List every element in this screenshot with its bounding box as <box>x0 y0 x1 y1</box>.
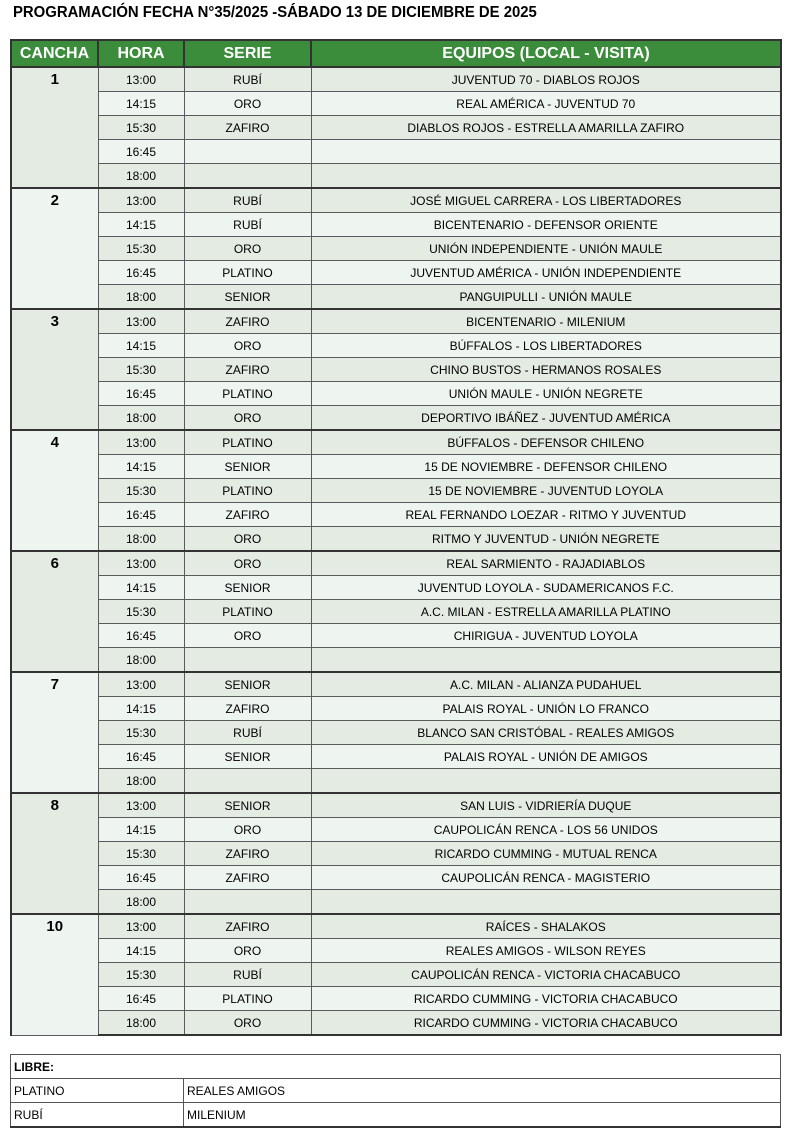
table-row <box>11 237 781 261</box>
equipos-cell: BICENTENARIO - DEFENSOR ORIENTE <box>311 213 781 237</box>
hora-cell: 13:00 <box>98 67 184 92</box>
serie-cell: ZAFIRO <box>184 866 311 890</box>
equipos-cell: BÚFFALOS - LOS LIBERTADORES <box>311 334 781 358</box>
serie-cell: RUBÍ <box>184 721 311 745</box>
table-row <box>11 624 781 648</box>
equipos-cell: CAUPOLICÁN RENCA - VICTORIA CHACABUCO <box>311 963 781 987</box>
equipos-cell: BLANCO SAN CRISTÓBAL - REALES AMIGOS <box>311 721 781 745</box>
cancha-number: 8 <box>11 793 98 914</box>
table-row <box>11 188 781 213</box>
table-row <box>11 793 781 818</box>
serie-cell: PLATINO <box>184 479 311 503</box>
table-row <box>11 914 781 939</box>
equipos-cell: DEPORTIVO IBÁÑEZ - JUVENTUD AMÉRICA <box>311 406 781 431</box>
serie-cell: ORO <box>184 334 311 358</box>
serie-cell: PLATINO <box>184 600 311 624</box>
hora-cell: 13:00 <box>98 914 184 939</box>
table-row <box>11 745 781 769</box>
hora-cell: 15:30 <box>98 600 184 624</box>
equipos-cell: SAN LUIS - VIDRIERÍA DUQUE <box>311 793 781 818</box>
hora-cell: 15:30 <box>98 842 184 866</box>
hora-cell: 18:00 <box>98 406 184 431</box>
equipos-cell <box>311 140 781 164</box>
table-row <box>11 576 781 600</box>
serie-cell: SENIOR <box>184 672 311 697</box>
table-row <box>11 309 781 334</box>
serie-cell: ZAFIRO <box>184 842 311 866</box>
libre-table <box>10 1054 781 1128</box>
equipos-cell: JUVENTUD 70 - DIABLOS ROJOS <box>311 67 781 92</box>
page-title: PROGRAMACIÓN FECHA N°35/2025 -SÁBADO 13 DE DICIEMBRE DE 2025 <box>13 4 537 21</box>
equipos-cell: PALAIS ROYAL - UNIÓN LO FRANCO <box>311 697 781 721</box>
serie-cell <box>184 648 311 673</box>
serie-cell: RUBÍ <box>184 67 311 92</box>
table-row <box>11 987 781 1011</box>
equipos-cell: DIABLOS ROJOS - ESTRELLA AMARILLA ZAFIRO <box>311 116 781 140</box>
hora-cell: 16:45 <box>98 866 184 890</box>
hora-cell: 14:15 <box>98 697 184 721</box>
equipos-cell: 15 DE NOVIEMBRE - JUVENTUD LOYOLA <box>311 479 781 503</box>
serie-cell: SENIOR <box>184 793 311 818</box>
table-header-row <box>11 40 781 67</box>
table-row <box>11 406 781 431</box>
table-row <box>11 890 781 915</box>
table-row <box>11 697 781 721</box>
libre-serie: RUBÍ <box>11 1103 184 1128</box>
cancha-number: 6 <box>11 551 98 672</box>
equipos-cell <box>311 164 781 189</box>
cancha-number: 7 <box>11 672 98 793</box>
equipos-cell: REAL FERNANDO LOEZAR - RITMO Y JUVENTUD <box>311 503 781 527</box>
serie-cell: ORO <box>184 939 311 963</box>
libre-header-row <box>11 1055 781 1079</box>
serie-cell <box>184 890 311 915</box>
serie-cell: ZAFIRO <box>184 914 311 939</box>
table-row <box>11 551 781 576</box>
hora-cell: 18:00 <box>98 164 184 189</box>
equipos-cell <box>311 648 781 673</box>
hora-cell: 14:15 <box>98 818 184 842</box>
libre-equipo: MILENIUM <box>184 1103 781 1128</box>
equipos-cell: 15 DE NOVIEMBRE - DEFENSOR CHILENO <box>311 455 781 479</box>
equipos-cell: JOSÉ MIGUEL CARRERA - LOS LIBERTADORES <box>311 188 781 213</box>
serie-cell: ORO <box>184 818 311 842</box>
equipos-cell: JUVENTUD AMÉRICA - UNIÓN INDEPENDIENTE <box>311 261 781 285</box>
serie-cell: PLATINO <box>184 430 311 455</box>
hora-cell: 13:00 <box>98 309 184 334</box>
hora-cell: 13:00 <box>98 430 184 455</box>
hora-cell: 16:45 <box>98 261 184 285</box>
table-row <box>11 455 781 479</box>
serie-cell: SENIOR <box>184 455 311 479</box>
table-row <box>11 600 781 624</box>
equipos-cell: REAL AMÉRICA - JUVENTUD 70 <box>311 92 781 116</box>
cancha-number: 3 <box>11 309 98 430</box>
hora-cell: 18:00 <box>98 890 184 915</box>
libre-row <box>11 1103 781 1128</box>
table-row <box>11 430 781 455</box>
table-row <box>11 503 781 527</box>
serie-cell: ORO <box>184 406 311 431</box>
hora-cell: 16:45 <box>98 382 184 406</box>
serie-cell: ORO <box>184 624 311 648</box>
equipos-cell <box>311 769 781 794</box>
header-hora: HORA <box>98 40 184 67</box>
hora-cell: 13:00 <box>98 793 184 818</box>
serie-cell: RUBÍ <box>184 188 311 213</box>
equipos-cell: A.C. MILAN - ALIANZA PUDAHUEL <box>311 672 781 697</box>
table-row <box>11 479 781 503</box>
equipos-cell: BICENTENARIO - MILENIUM <box>311 309 781 334</box>
table-row <box>11 866 781 890</box>
hora-cell: 14:15 <box>98 939 184 963</box>
hora-cell: 18:00 <box>98 648 184 673</box>
hora-cell: 16:45 <box>98 745 184 769</box>
hora-cell: 18:00 <box>98 769 184 794</box>
libre-label: LIBRE: <box>11 1055 781 1079</box>
equipos-cell: RICARDO CUMMING - VICTORIA CHACABUCO <box>311 1011 781 1036</box>
serie-cell: RUBÍ <box>184 213 311 237</box>
hora-cell: 16:45 <box>98 624 184 648</box>
table-row <box>11 164 781 189</box>
hora-cell: 13:00 <box>98 551 184 576</box>
hora-cell: 15:30 <box>98 358 184 382</box>
serie-cell <box>184 164 311 189</box>
table-row <box>11 261 781 285</box>
serie-cell: ZAFIRO <box>184 358 311 382</box>
hora-cell: 14:15 <box>98 455 184 479</box>
hora-cell: 14:15 <box>98 213 184 237</box>
schedule-body <box>11 67 781 1035</box>
equipos-cell: REALES AMIGOS - WILSON REYES <box>311 939 781 963</box>
cancha-number: 4 <box>11 430 98 551</box>
serie-cell: ORO <box>184 527 311 552</box>
serie-cell: PLATINO <box>184 987 311 1011</box>
table-row <box>11 672 781 697</box>
hora-cell: 18:00 <box>98 285 184 310</box>
libre-equipo: REALES AMIGOS <box>184 1079 781 1103</box>
serie-cell: ZAFIRO <box>184 116 311 140</box>
serie-cell: ORO <box>184 92 311 116</box>
cancha-number: 10 <box>11 914 98 1035</box>
table-row <box>11 818 781 842</box>
header-cancha: CANCHA <box>11 40 98 67</box>
libre-serie: PLATINO <box>11 1079 184 1103</box>
hora-cell: 15:30 <box>98 479 184 503</box>
hora-cell: 14:15 <box>98 92 184 116</box>
equipos-cell: A.C. MILAN - ESTRELLA AMARILLA PLATINO <box>311 600 781 624</box>
cancha-number: 2 <box>11 188 98 309</box>
hora-cell: 16:45 <box>98 140 184 164</box>
hora-cell: 15:30 <box>98 963 184 987</box>
hora-cell: 14:15 <box>98 334 184 358</box>
equipos-cell: CHIRIGUA - JUVENTUD LOYOLA <box>311 624 781 648</box>
equipos-cell: CAUPOLICÁN RENCA - MAGISTERIO <box>311 866 781 890</box>
equipos-cell: REAL SARMIENTO - RAJADIABLOS <box>311 551 781 576</box>
serie-cell <box>184 140 311 164</box>
schedule-table <box>10 39 782 1036</box>
table-row <box>11 92 781 116</box>
table-row <box>11 648 781 673</box>
hora-cell: 16:45 <box>98 503 184 527</box>
equipos-cell: UNIÓN MAULE - UNIÓN NEGRETE <box>311 382 781 406</box>
equipos-cell: JUVENTUD LOYOLA - SUDAMERICANOS F.C. <box>311 576 781 600</box>
equipos-cell: PANGUIPULLI - UNIÓN MAULE <box>311 285 781 310</box>
table-row <box>11 1011 781 1036</box>
table-row <box>11 842 781 866</box>
serie-cell: PLATINO <box>184 382 311 406</box>
hora-cell: 15:30 <box>98 116 184 140</box>
equipos-cell: RITMO Y JUVENTUD - UNIÓN NEGRETE <box>311 527 781 552</box>
equipos-cell: PALAIS ROYAL - UNIÓN DE AMIGOS <box>311 745 781 769</box>
hora-cell: 14:15 <box>98 576 184 600</box>
equipos-cell: UNIÓN INDEPENDIENTE - UNIÓN MAULE <box>311 237 781 261</box>
table-row <box>11 67 781 92</box>
table-row <box>11 285 781 310</box>
cancha-number: 1 <box>11 67 98 188</box>
table-row <box>11 116 781 140</box>
hora-cell: 15:30 <box>98 721 184 745</box>
serie-cell: RUBÍ <box>184 963 311 987</box>
serie-cell: ZAFIRO <box>184 697 311 721</box>
equipos-cell: RICARDO CUMMING - VICTORIA CHACABUCO <box>311 987 781 1011</box>
table-row <box>11 939 781 963</box>
table-row <box>11 140 781 164</box>
serie-cell: SENIOR <box>184 576 311 600</box>
table-row <box>11 963 781 987</box>
serie-cell: ORO <box>184 1011 311 1036</box>
table-row <box>11 382 781 406</box>
table-row <box>11 213 781 237</box>
serie-cell <box>184 769 311 794</box>
hora-cell: 18:00 <box>98 1011 184 1036</box>
equipos-cell <box>311 890 781 915</box>
serie-cell: PLATINO <box>184 261 311 285</box>
serie-cell: ORO <box>184 551 311 576</box>
header-equipos: EQUIPOS (LOCAL - VISITA) <box>311 40 781 67</box>
equipos-cell: RICARDO CUMMING - MUTUAL RENCA <box>311 842 781 866</box>
header-serie: SERIE <box>184 40 311 67</box>
hora-cell: 16:45 <box>98 987 184 1011</box>
equipos-cell: CAUPOLICÁN RENCA - LOS 56 UNIDOS <box>311 818 781 842</box>
hora-cell: 13:00 <box>98 188 184 213</box>
equipos-cell: CHINO BUSTOS - HERMANOS ROSALES <box>311 358 781 382</box>
table-row <box>11 527 781 552</box>
table-row <box>11 721 781 745</box>
hora-cell: 13:00 <box>98 672 184 697</box>
serie-cell: ZAFIRO <box>184 503 311 527</box>
table-row <box>11 769 781 794</box>
hora-cell: 15:30 <box>98 237 184 261</box>
table-row <box>11 358 781 382</box>
serie-cell: SENIOR <box>184 285 311 310</box>
table-row <box>11 334 781 358</box>
serie-cell: ZAFIRO <box>184 309 311 334</box>
serie-cell: SENIOR <box>184 745 311 769</box>
libre-row <box>11 1079 781 1103</box>
equipos-cell: BÚFFALOS - DEFENSOR CHILENO <box>311 430 781 455</box>
serie-cell: ORO <box>184 237 311 261</box>
equipos-cell: RAÍCES - SHALAKOS <box>311 914 781 939</box>
hora-cell: 18:00 <box>98 527 184 552</box>
